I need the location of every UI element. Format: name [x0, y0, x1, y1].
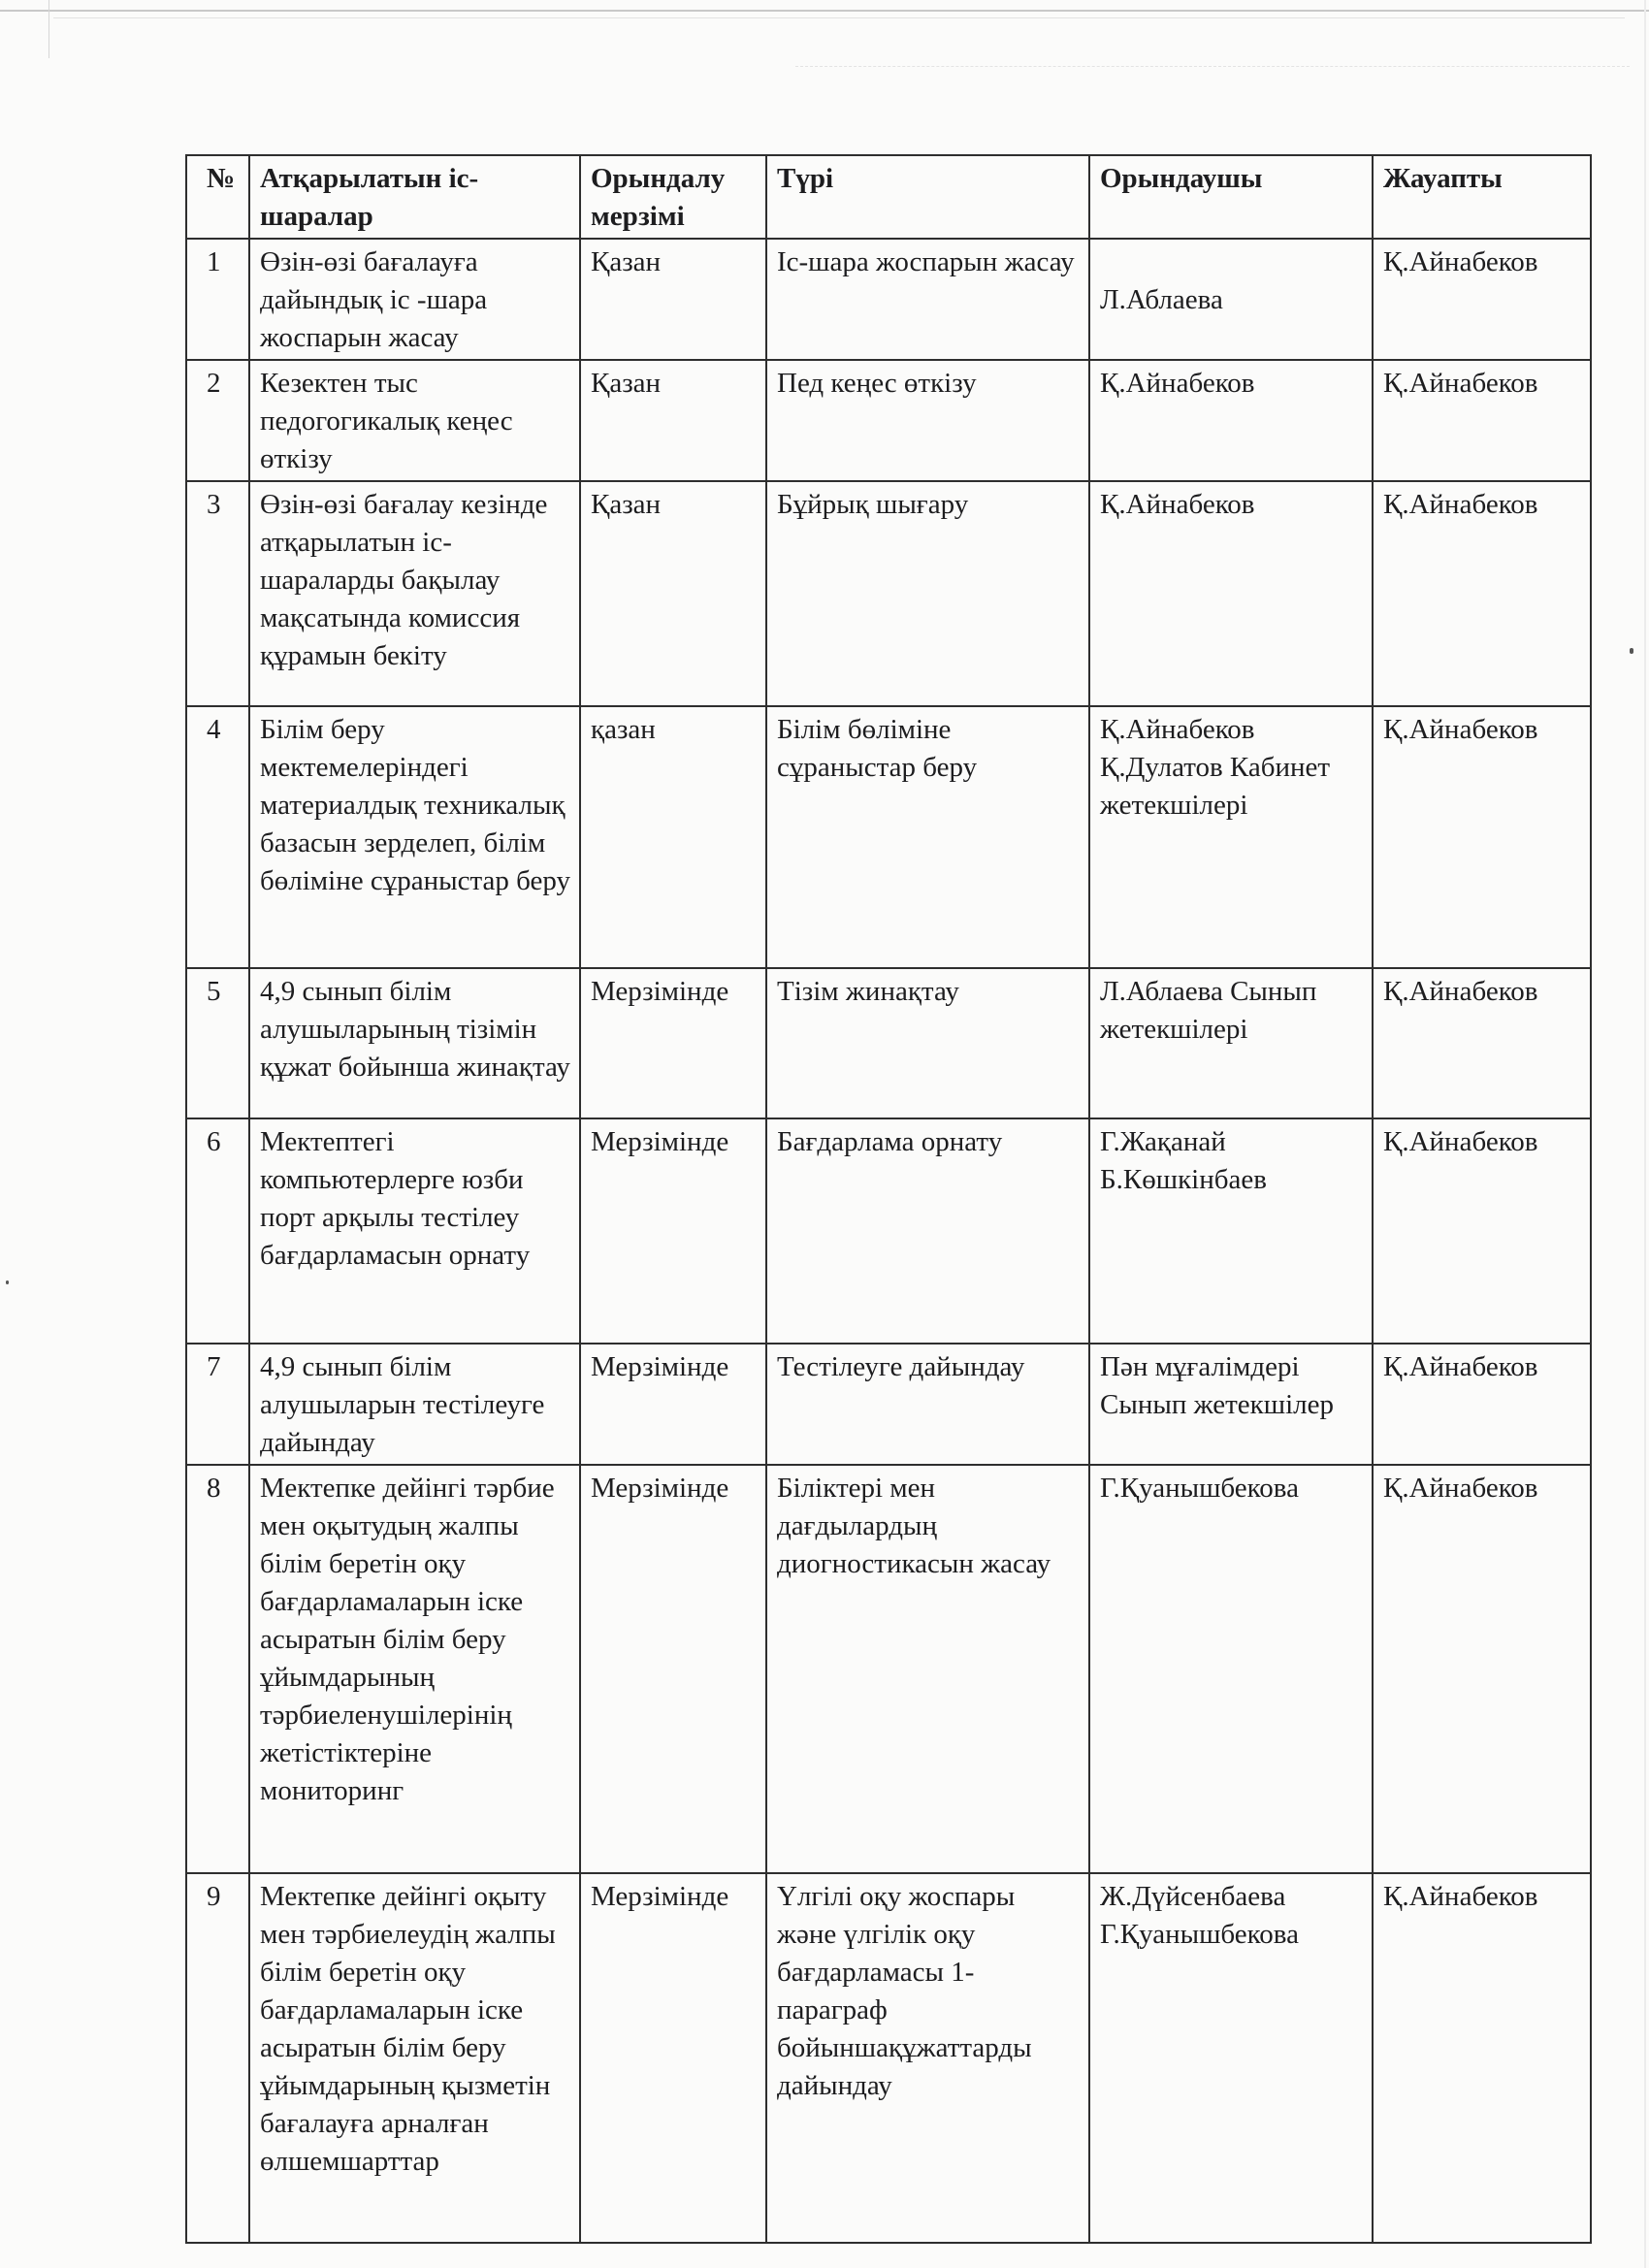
row-number: 3	[186, 481, 249, 706]
scan-speck	[6, 1280, 9, 1284]
table-row	[186, 239, 1591, 360]
scan-border-right	[1644, 0, 1646, 2268]
row-number: 8	[186, 1465, 249, 1873]
table-header-row	[186, 155, 1591, 239]
row-deadline: Мерзімінде	[580, 1118, 766, 1344]
row-responsible: Қ.Айнабеков	[1373, 481, 1591, 706]
header-executor: Орындаушы	[1089, 155, 1373, 239]
scan-border-top	[0, 10, 1649, 12]
header-activity: Атқарылатын іс-шаралар	[249, 155, 580, 239]
row-responsible: Қ.Айнабеков	[1373, 1873, 1591, 2243]
row-executor: Г.Қуанышбекова	[1089, 1465, 1373, 1873]
table-row	[186, 1344, 1591, 1465]
row-executor: Қ.Айнабеков	[1089, 360, 1373, 481]
row-executor: Қ.Айнабеков Қ.Дулатов Кабинет жетекшілері	[1089, 706, 1373, 968]
header-deadline: Орындалу мерзімі	[580, 155, 766, 239]
row-deadline: Мерзімінде	[580, 1344, 766, 1465]
table-row	[186, 360, 1591, 481]
row-executor: Қ.Айнабеков	[1089, 481, 1373, 706]
row-responsible: Қ.Айнабеков	[1373, 968, 1591, 1118]
row-number: 5	[186, 968, 249, 1118]
table-row	[186, 706, 1591, 968]
row-responsible: Қ.Айнабеков	[1373, 1465, 1591, 1873]
row-executor: Л.Аблаева	[1089, 239, 1373, 360]
row-type: Білім бөліміне сұраныстар беру	[766, 706, 1089, 968]
row-responsible: Қ.Айнабеков	[1373, 360, 1591, 481]
header-type: Түрі	[766, 155, 1089, 239]
row-deadline: Мерзімінде	[580, 968, 766, 1118]
row-number: 2	[186, 360, 249, 481]
row-responsible: Қ.Айнабеков	[1373, 239, 1591, 360]
row-type: Үлгілі оқу жоспары және үлгілік оқу бағдарламасы 1-параграф бойыншақұжаттарды дайындау	[766, 1873, 1089, 2243]
row-number: 1	[186, 239, 249, 360]
row-responsible: Қ.Айнабеков	[1373, 706, 1591, 968]
row-deadline: Мерзімінде	[580, 1873, 766, 2243]
scan-border-left	[48, 0, 49, 58]
scan-speck	[1630, 648, 1633, 654]
row-executor: Ж.Дүйсенбаева Г.Қуанышбекова	[1089, 1873, 1373, 2243]
row-executor: Г.Жақанай Б.Көшкінбаев	[1089, 1118, 1373, 1344]
row-activity: Мектептегі компьютерлерге юзби порт арқылы тестілеу бағдарламасын орнату	[249, 1118, 580, 1344]
row-activity: Мектепке дейінгі оқыту мен тәрбиелеудің жалпы білім беретін оқу бағдарламаларын іске асыратын білім беру ұйымдарының қызметін бағалауға арналған өлшемшарттар	[249, 1873, 580, 2243]
row-type: Біліктері мен дағдылардың диогностикасын жасау	[766, 1465, 1089, 1873]
row-executor: Пән мұғалімдері Сынып жетекшілер	[1089, 1344, 1373, 1465]
activity-plan-table	[185, 154, 1592, 2244]
row-activity: Өзін-өзі бағалауға дайындық іс -шара жоспарын жасау	[249, 239, 580, 360]
row-number: 4	[186, 706, 249, 968]
row-type: Бұйрық шығару	[766, 481, 1089, 706]
row-responsible: Қ.Айнабеков	[1373, 1344, 1591, 1465]
scan-dash-line	[795, 66, 1630, 68]
row-type: Пед кеңес өткізу	[766, 360, 1089, 481]
row-activity: 4,9 сынып білім алушыларының тізімін құжат бойынша жинақтау	[249, 968, 580, 1118]
row-type: Тестілеуге дайындау	[766, 1344, 1089, 1465]
row-activity: Мектепке дейінгі тәрбие мен оқытудың жалпы білім беретін оқу бағдарламаларын іске асыратын білім беру ұйымдарының тәрбиеленушілерінің жетістіктеріне мониторинг	[249, 1465, 580, 1873]
row-type: Бағдарлама орнату	[766, 1118, 1089, 1344]
row-number: 6	[186, 1118, 249, 1344]
header-responsible: Жауапты	[1373, 155, 1591, 239]
row-type: Іс-шара жоспарын жасау	[766, 239, 1089, 360]
row-number: 7	[186, 1344, 249, 1465]
table-row	[186, 1118, 1591, 1344]
row-activity: 4,9 сынып білім алушыларын тестілеуге дайындау	[249, 1344, 580, 1465]
row-responsible: Қ.Айнабеков	[1373, 1118, 1591, 1344]
row-deadline: Мерзімінде	[580, 1465, 766, 1873]
row-deadline: Қазан	[580, 239, 766, 360]
table-row	[186, 1465, 1591, 1873]
row-activity: Кезектен тыс педогогикалық кеңес өткізу	[249, 360, 580, 481]
row-type: Тізім жинақтау	[766, 968, 1089, 1118]
header-number: №	[186, 155, 249, 239]
row-executor: Л.Аблаева Сынып жетекшілері	[1089, 968, 1373, 1118]
row-deadline: Қазан	[580, 481, 766, 706]
row-deadline: қазан	[580, 706, 766, 968]
row-activity: Білім беру мектемелеріндегі материалдық техникалық базасын зерделеп, білім бөліміне сұраныстар беру	[249, 706, 580, 968]
row-number: 9	[186, 1873, 249, 2243]
scan-border-line	[53, 17, 1625, 18]
table-row	[186, 968, 1591, 1118]
table-row	[186, 1873, 1591, 2243]
table-row	[186, 481, 1591, 706]
row-deadline: Қазан	[580, 360, 766, 481]
row-activity: Өзін-өзі бағалау кезінде атқарылатын іс-шараларды бақылау мақсатында комиссия құрамын бекіту	[249, 481, 580, 706]
